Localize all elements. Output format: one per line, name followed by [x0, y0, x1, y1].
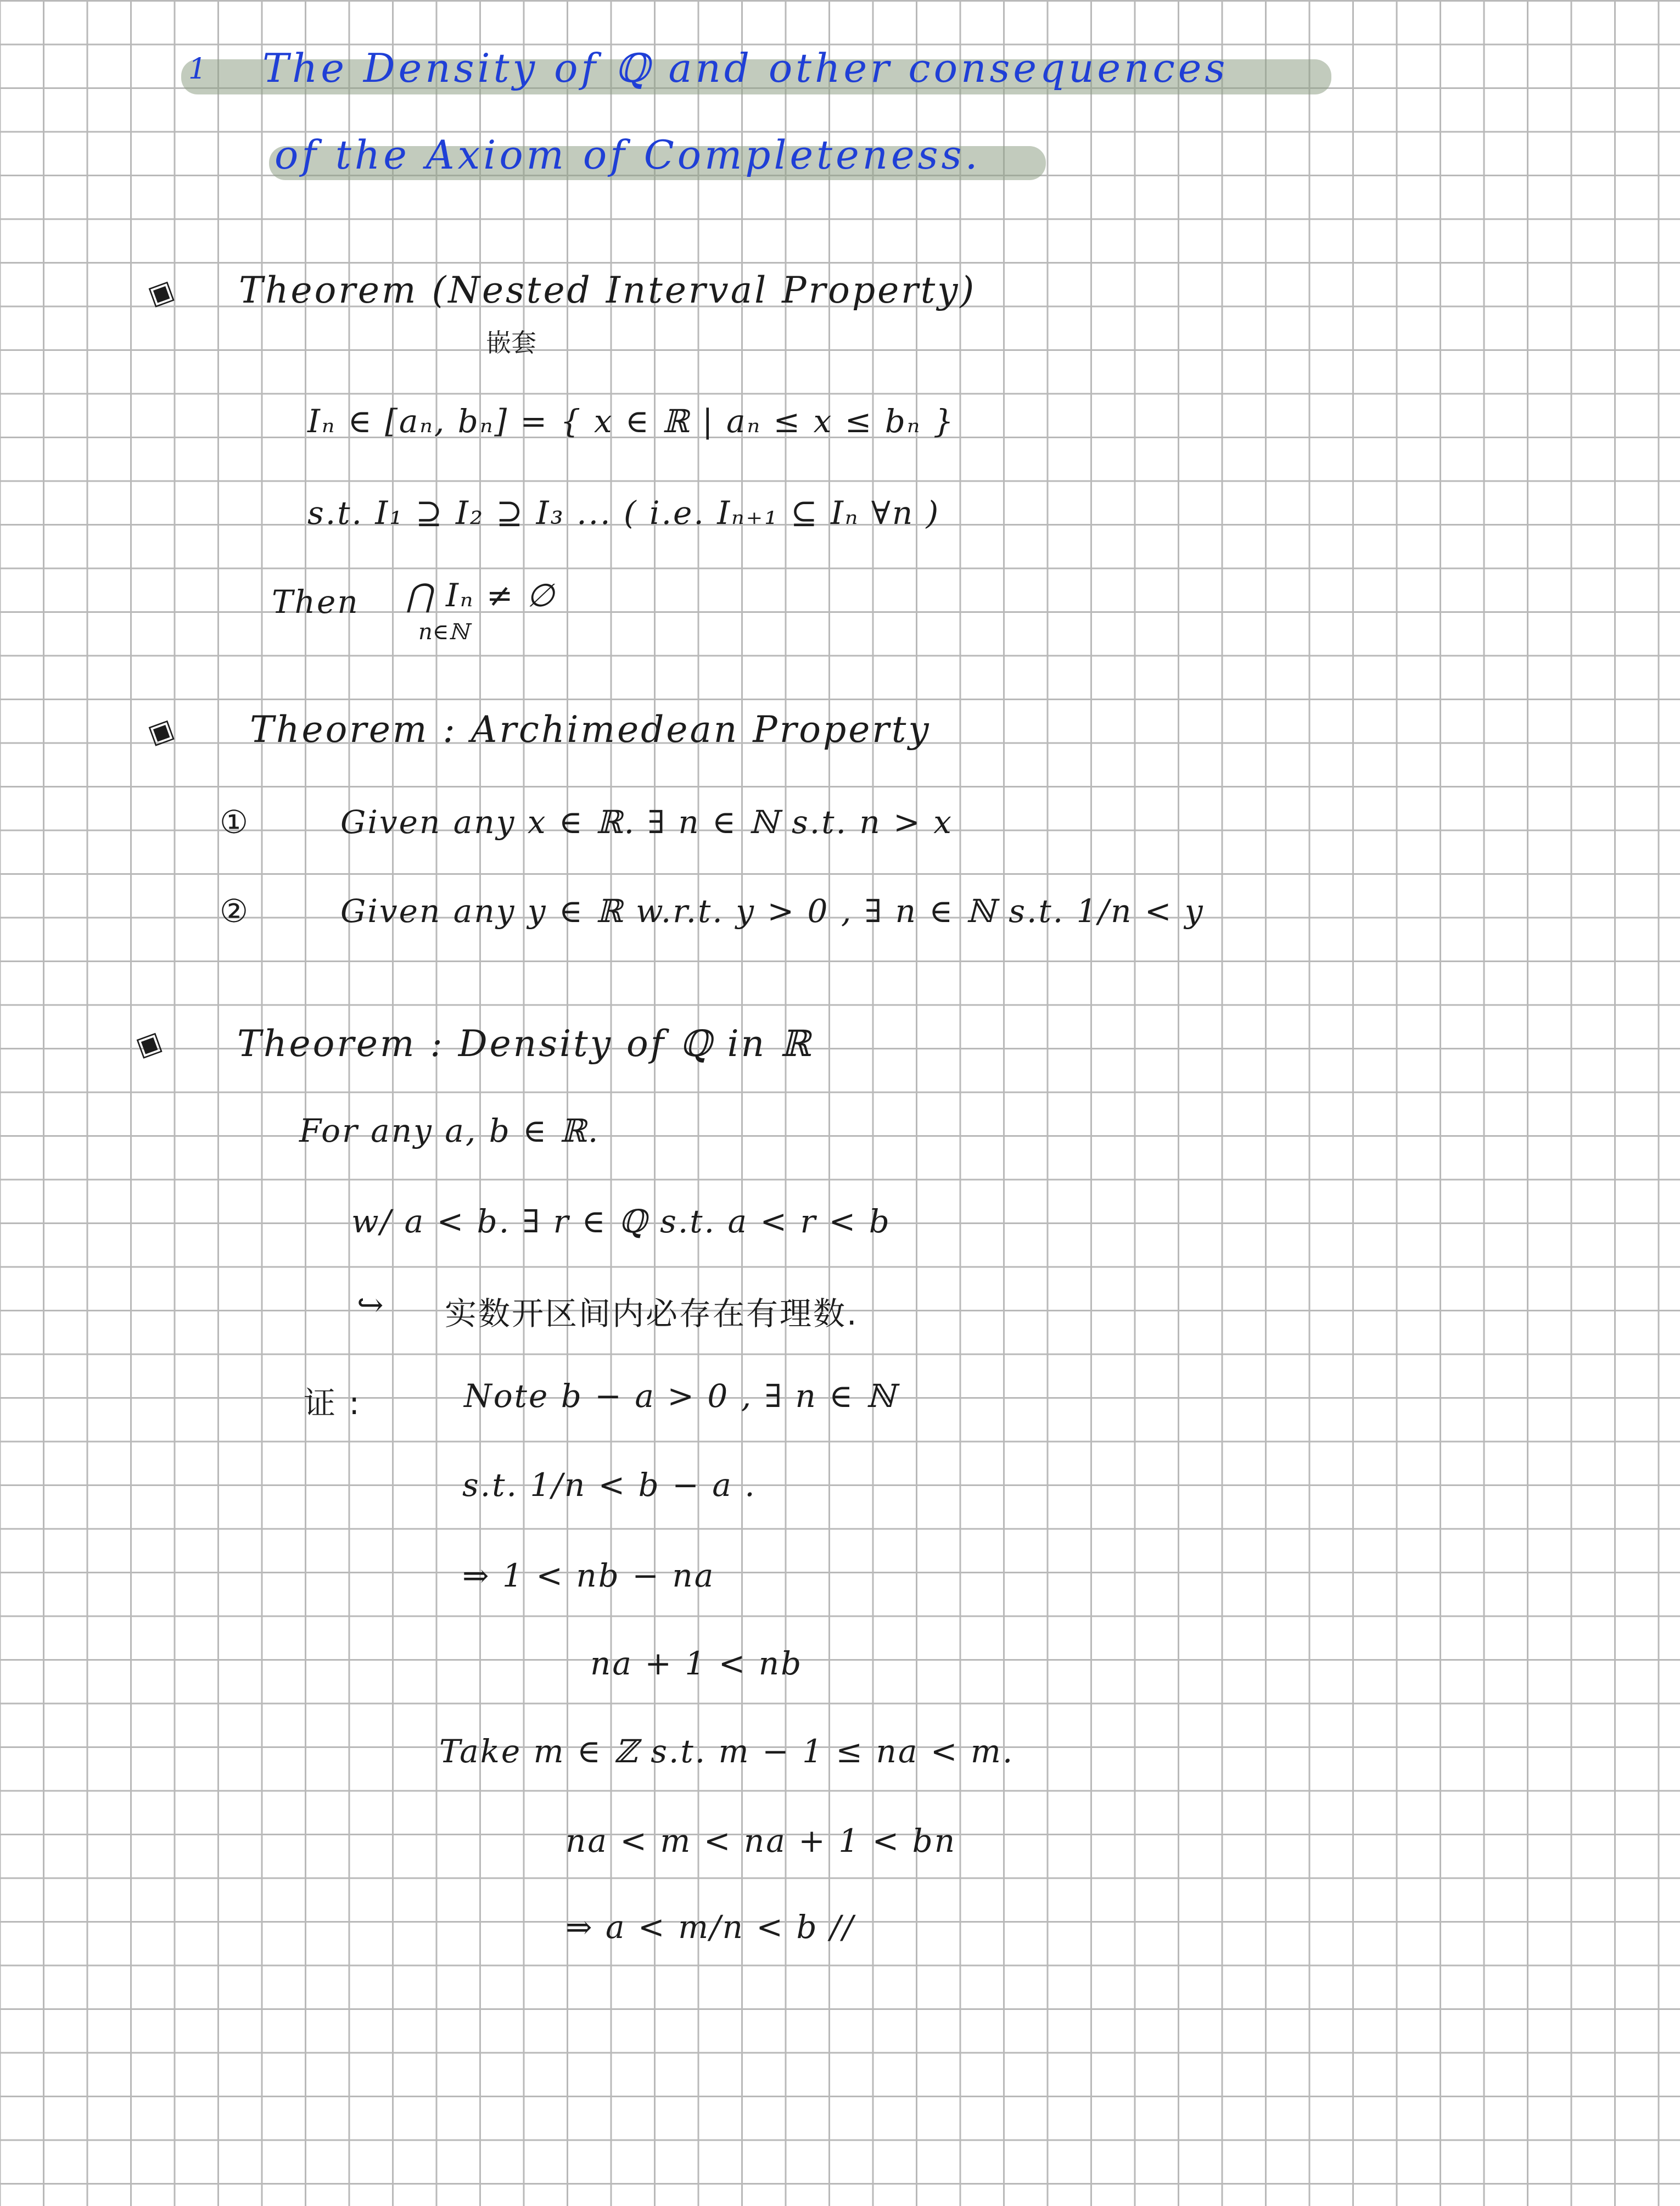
nested-interval-index: n∈ℕ — [418, 619, 469, 645]
section-mark-2-icon: ▣ — [144, 712, 178, 751]
proof-line-7: ⇒ a < m/n < b // — [565, 1908, 855, 1946]
archimedean-item-2: Given any y ∈ ℝ w.r.t. y > 0 , ∃ n ∈ ℕ s.t. 1/n < y — [340, 892, 1205, 930]
archimedean-heading: Theorem : Archimedean Property — [250, 708, 931, 751]
title-line-2: of the Axiom of Completeness. — [275, 132, 981, 178]
proof-line-5: Take m ∈ ℤ s.t. m − 1 ≤ na < m. — [439, 1733, 1015, 1770]
archimedean-item-2-marker: ② — [220, 892, 250, 930]
nested-interval-conclusion: ⋂ Iₙ ≠ ∅ — [406, 577, 556, 614]
nested-interval-then: Then — [272, 583, 360, 621]
proof-label: 证 : — [304, 1384, 361, 1422]
nested-interval-cjk-note: 嵌套 — [486, 328, 536, 358]
proof-line-6: na < m < na + 1 < bn — [565, 1822, 957, 1859]
nested-interval-heading: Theorem (Nested Interval Property) — [239, 269, 977, 311]
archimedean-item-1: Given any x ∈ ℝ. ∃ n ∈ ℕ s.t. n > x — [340, 803, 953, 841]
section-mark-3-icon: ▣ — [132, 1025, 166, 1063]
nested-interval-condition: s.t. I₁ ⊇ I₂ ⊇ I₃ ... ( i.e. Iₙ₊₁ ⊆ Iₙ ∀n ) — [307, 494, 940, 532]
density-remark-cjk: 实数开区间内必存在有理数. — [445, 1295, 859, 1332]
proof-line-4: na + 1 < nb — [590, 1645, 803, 1682]
archimedean-item-1-marker: ① — [220, 803, 250, 841]
density-statement: w/ a < b. ∃ r ∈ ℚ s.t. a < r < b — [351, 1203, 891, 1240]
density-heading: Theorem : Density of ℚ in ℝ — [237, 1023, 813, 1065]
nested-interval-definition: Iₙ ∈ [aₙ, bₙ] = { x ∈ ℝ | aₙ ≤ x ≤ bₙ } — [307, 403, 955, 440]
proof-line-2: s.t. 1/n < b − a . — [462, 1466, 757, 1504]
proof-line-1: Note b − a > 0 , ∃ n ∈ ℕ — [464, 1377, 897, 1415]
title-number: 1 — [188, 53, 207, 86]
density-hypothesis: For any a, b ∈ ℝ. — [299, 1112, 600, 1149]
proof-line-3: ⇒ 1 < nb − na — [462, 1557, 715, 1594]
title-line-1: The Density of ℚ and other consequences — [262, 45, 1229, 91]
density-remark-arrow: ↪ — [357, 1286, 385, 1323]
section-mark-1-icon: ▣ — [144, 273, 178, 312]
